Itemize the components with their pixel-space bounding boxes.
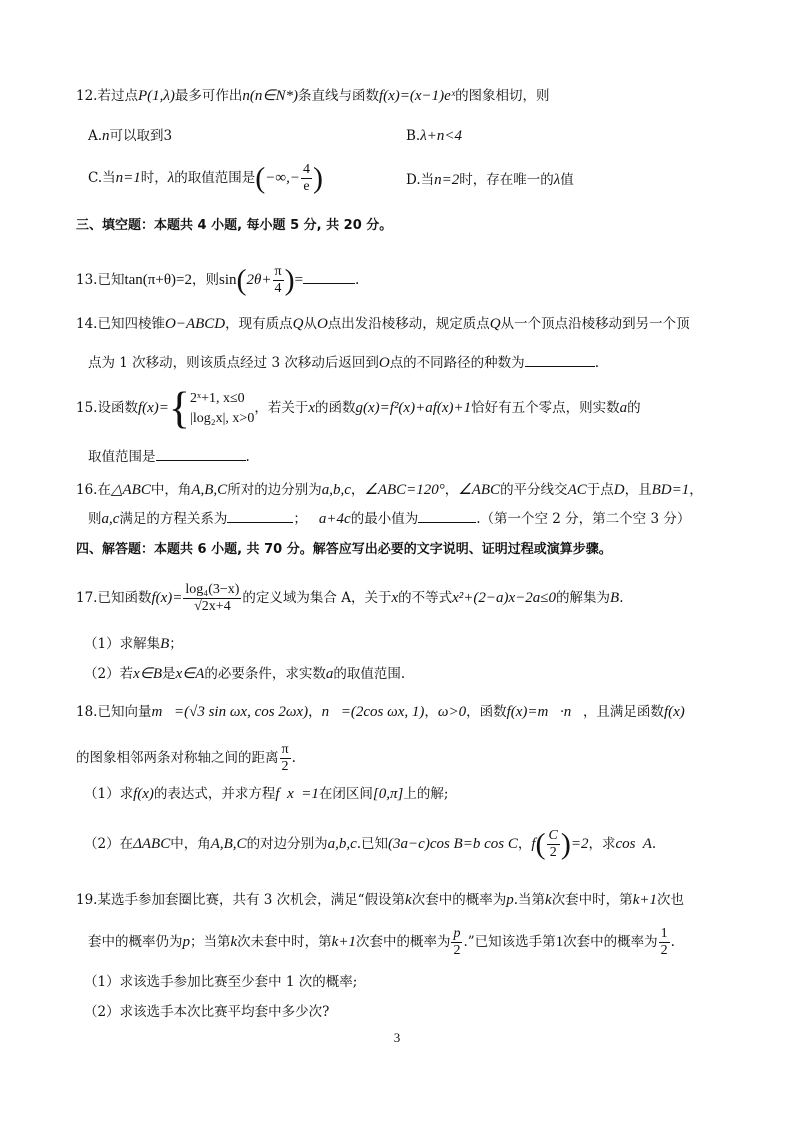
- text: 恰好有五个零点，则实数: [471, 400, 620, 416]
- text: 套中的概率仍为: [88, 934, 183, 950]
- q12-stem: [76, 86, 550, 106]
- math: x∈A: [175, 666, 205, 682]
- text: ；当第: [190, 934, 231, 950]
- math: x: [391, 590, 399, 606]
- math: ΔABC: [133, 836, 171, 852]
- interval-start: −∞,−: [265, 170, 300, 186]
- text: 点出发沿棱移动，规定质点: [327, 316, 490, 332]
- denominator: 2: [549, 845, 557, 860]
- q15-lead: 15.设函数: [76, 400, 138, 416]
- q18-line2: [76, 738, 296, 778]
- math: cos A: [615, 836, 652, 852]
- paren-close: ): [560, 827, 571, 861]
- period: .: [619, 590, 624, 606]
- text: （1）求: [84, 786, 134, 802]
- text: 17.已知函数: [76, 590, 152, 606]
- text: 的表达式，并求方程: [153, 786, 276, 802]
- q15-stem: [76, 384, 641, 432]
- q14-line1: [76, 314, 690, 334]
- q19-part-1: （1）求该选手参加比赛至少套中 1 次的概率;: [84, 974, 358, 990]
- text: 点为 1 次移动，则该质点经过 3 次移动后返回到: [88, 355, 379, 371]
- q12-option-a: [88, 126, 172, 146]
- denominator: 2: [453, 943, 461, 958]
- q12-tail: 的图象相切，则: [455, 88, 550, 104]
- text: 的最小值为: [350, 511, 419, 527]
- denominator: √2x+4: [194, 599, 231, 614]
- text: 19.某选手参加套圈比赛，共有 3 次机会，满足“假设第: [76, 892, 406, 908]
- math: a,b,c: [321, 482, 351, 498]
- math: O−ABCD: [164, 316, 226, 332]
- denominator: 4: [274, 281, 282, 296]
- q13-stem: [76, 260, 359, 300]
- q18-part-1: [84, 784, 448, 804]
- fraction: [183, 582, 241, 615]
- text: 的对边分别为: [246, 836, 328, 852]
- text: （2）若: [84, 666, 134, 682]
- q19-part-2: （2）求该选手本次比赛平均套中多少次?: [84, 1004, 330, 1020]
- text: 取值范围是: [88, 449, 156, 465]
- equals: =: [294, 272, 304, 288]
- q18-part-2: [84, 824, 656, 864]
- text: 的定义域为集合 A，关于: [242, 590, 392, 606]
- fraction: [280, 742, 291, 775]
- denominator: 2: [281, 759, 289, 774]
- text: 次未套中时，第: [237, 934, 332, 950]
- text: 则: [88, 511, 102, 527]
- fraction: [301, 162, 312, 195]
- opt-math: λ: [553, 172, 561, 188]
- math: x: [308, 400, 315, 416]
- text: ，且: [624, 482, 652, 498]
- text: 的图象相邻两条对称轴之间的距离: [76, 750, 279, 766]
- opt-text: 时，存在唯一的: [459, 172, 554, 188]
- math: A,B,C: [210, 836, 247, 852]
- case-1: 2ˣ+1, x≤0: [190, 390, 245, 406]
- math: f(x)=: [137, 400, 169, 416]
- text: 的取值范围.: [333, 666, 406, 682]
- answer-blank[interactable]: [156, 446, 246, 461]
- opt-math: λ: [167, 170, 175, 186]
- text: 的平分线交: [500, 482, 568, 498]
- q12-function: f(x)=(x−1)eˣ: [378, 88, 456, 104]
- opt-math: n: [102, 128, 110, 144]
- math: k: [405, 892, 412, 908]
- period: .: [355, 272, 360, 288]
- numerator: 1: [660, 926, 668, 941]
- q12-option-b: [406, 126, 462, 146]
- text: 上的解;: [403, 786, 449, 802]
- text: ，: [517, 836, 532, 852]
- math: k+1: [331, 934, 356, 950]
- text: 的函数: [315, 400, 356, 416]
- opt-label: D.当: [406, 172, 435, 188]
- q17-part-2: [84, 664, 405, 684]
- math: g(x)=f²(x)+af(x)+1: [355, 400, 472, 416]
- math: O: [378, 355, 390, 371]
- text: ，若关于: [254, 400, 309, 416]
- q12-lead: 12.若过点: [76, 88, 138, 104]
- text: 的解集为: [556, 590, 611, 606]
- text: 满足的方程关系为: [119, 511, 228, 527]
- paren-open: (: [535, 827, 546, 861]
- q15-line2: [88, 446, 250, 467]
- text: ；: [169, 636, 183, 652]
- text: ，: [689, 482, 703, 498]
- answer-blank-1[interactable]: [227, 508, 293, 523]
- q12-point: P(1,λ): [137, 88, 175, 104]
- opt-text: 可以取到3: [109, 128, 173, 144]
- text: ，: [424, 704, 438, 720]
- math: f(x)=m⃗·n⃗: [506, 704, 583, 720]
- period: .: [245, 449, 250, 465]
- case-2: |log₂x|, x>0: [190, 410, 255, 426]
- paren-open: (: [255, 161, 266, 195]
- math: ω>0: [437, 704, 467, 720]
- text: 次套中时，第: [551, 892, 633, 908]
- text: （1）求解集: [84, 636, 161, 652]
- numerator: log₄(3−x): [185, 582, 240, 597]
- math: x∈B: [133, 666, 162, 682]
- math: k+1: [632, 892, 657, 908]
- math: AC: [567, 482, 587, 498]
- numerator: C: [548, 828, 558, 843]
- text: 所对的边分别为: [227, 482, 322, 498]
- text: .（第一个空 2 分，第二个空 3 分）: [476, 511, 691, 527]
- text: 是: [161, 666, 176, 682]
- text: 中，角: [150, 482, 192, 498]
- math: f x =1: [275, 786, 319, 802]
- math: a+4c: [318, 511, 351, 527]
- text: 的: [627, 400, 641, 416]
- period: .: [651, 836, 657, 852]
- fraction: [451, 926, 462, 959]
- text: 16.在: [76, 482, 111, 498]
- text: 次也: [656, 892, 684, 908]
- text: 从一个顶点沿棱移动到另一个顶: [500, 316, 690, 332]
- text: 的不等式: [398, 590, 453, 606]
- math: m⃗=(√3 sin ωx, cos 2ωx): [151, 704, 309, 720]
- math: ∠ABC: [458, 482, 501, 498]
- q13-sin: sin: [218, 272, 237, 288]
- q16-line2: [88, 508, 690, 529]
- opt-label: B.: [406, 128, 421, 144]
- answer-blank-2[interactable]: [418, 508, 476, 523]
- text: 次套中的概率为: [355, 934, 451, 950]
- text: 于点: [586, 482, 614, 498]
- text: .当第: [513, 892, 546, 908]
- text: 点的不同路径的种数为: [389, 355, 525, 371]
- math: k: [545, 892, 552, 908]
- math: a,c: [101, 511, 120, 527]
- text: ；: [293, 511, 307, 527]
- paren-close: ): [284, 263, 295, 297]
- opt-text: 值: [560, 172, 574, 188]
- q19-line1: [76, 890, 684, 910]
- math: a: [619, 400, 628, 416]
- page-number: 3: [393, 1030, 401, 1045]
- opt-text: 的取值范围是: [174, 170, 256, 186]
- opt-math: n=2: [434, 172, 460, 188]
- math: f(x)=: [151, 590, 183, 606]
- text: 的必要条件，求实数: [204, 666, 326, 682]
- q12-text: 最多可作出: [174, 88, 243, 104]
- math: (3a−c)cos B=b cos C: [388, 836, 518, 852]
- section-4-heading: 四、解答题：本题共 6 小题, 共 70 分。解答应写出必要的文字说明、证明过程或演算步骤。: [76, 542, 612, 557]
- math: Q: [292, 316, 304, 332]
- answer-blank[interactable]: [303, 269, 355, 284]
- text: 次套中的概率为: [411, 892, 507, 908]
- text: （2）在: [84, 836, 134, 852]
- math: p: [182, 934, 190, 950]
- math: [0,π]: [372, 786, 404, 802]
- math: k: [230, 934, 238, 950]
- text: ，且满足函数: [582, 704, 664, 720]
- opt-label: C.当: [88, 170, 116, 186]
- q16-line1: [76, 480, 703, 500]
- math: Q: [489, 316, 501, 332]
- q13-expr: tan(π+θ)=2: [124, 272, 192, 288]
- math: D: [613, 482, 625, 498]
- period: .: [594, 355, 599, 371]
- paren-open: (: [236, 263, 247, 297]
- q12-option-d: [406, 170, 574, 190]
- q17-part-1: [84, 634, 183, 654]
- opt-label: A.: [88, 128, 103, 144]
- math: 1: [555, 934, 564, 950]
- fraction: [547, 828, 560, 861]
- opt-math: n=1: [115, 170, 141, 186]
- denominator: e: [303, 179, 310, 194]
- math: a,b,c: [327, 836, 357, 852]
- q18-stem: [76, 702, 685, 722]
- answer-blank[interactable]: [525, 352, 595, 367]
- q12-text2: 条直线与函数: [297, 88, 379, 104]
- q13-expr2: 2θ+: [246, 272, 272, 288]
- text: ，求: [588, 836, 616, 852]
- math: O: [316, 316, 328, 332]
- period: .: [291, 750, 296, 766]
- math: △ABC: [110, 482, 151, 498]
- math: ∠ABC=120°: [364, 482, 445, 498]
- math: x²+(2−a)x−2a≤0: [452, 590, 557, 606]
- period: .: [670, 934, 675, 950]
- text: ，现有质点: [225, 316, 293, 332]
- text: 在闭区间: [318, 786, 373, 802]
- fraction: [273, 264, 284, 297]
- text: .”已知该选手第: [463, 934, 556, 950]
- math: p: [506, 892, 514, 908]
- numerator: 4: [302, 162, 310, 177]
- math: n⃗=(2cos ωx, 1): [321, 704, 425, 720]
- text: ，: [444, 482, 459, 498]
- math: f(x): [133, 786, 154, 802]
- math: B: [610, 590, 620, 606]
- text: 次套中的概率为: [563, 934, 658, 950]
- text: 中，角: [170, 836, 211, 852]
- opt-math: λ+n<4: [420, 128, 462, 144]
- brace-icon: {: [168, 383, 191, 433]
- q13-text: ，则: [191, 272, 219, 288]
- q17-stem: [76, 578, 624, 618]
- text: ，函数: [466, 704, 507, 720]
- q14-lead: 14.已知四棱锥: [76, 316, 165, 332]
- text: .已知: [356, 836, 389, 852]
- math: B: [160, 636, 170, 652]
- q12-option-c: [88, 158, 323, 198]
- math: f(x): [663, 704, 685, 720]
- q13-lead: 13.已知: [76, 272, 125, 288]
- q12-n: n(n∈N*): [242, 88, 298, 104]
- q14-line2: [88, 352, 599, 373]
- section-3-heading: 三、填空题：本题共 4 小题, 每小题 5 分, 共 20 分。: [76, 218, 393, 233]
- math: BD=1: [651, 482, 690, 498]
- text: ，: [350, 482, 365, 498]
- math: a: [325, 666, 334, 682]
- text: ，: [308, 704, 322, 720]
- text: 18.已知向量: [76, 704, 152, 720]
- fraction: [659, 926, 670, 959]
- q19-line2: [88, 922, 675, 962]
- math: =2: [570, 836, 589, 852]
- piecewise-cases: [190, 389, 254, 429]
- text: 从: [303, 316, 317, 332]
- math: A,B,C: [191, 482, 228, 498]
- paren-close: ): [312, 161, 323, 195]
- numerator: π: [274, 264, 282, 279]
- math: f: [531, 836, 536, 852]
- opt-text: 时，: [140, 170, 168, 186]
- numerator: p: [453, 926, 461, 941]
- numerator: π: [281, 742, 289, 757]
- denominator: 2: [660, 943, 668, 958]
